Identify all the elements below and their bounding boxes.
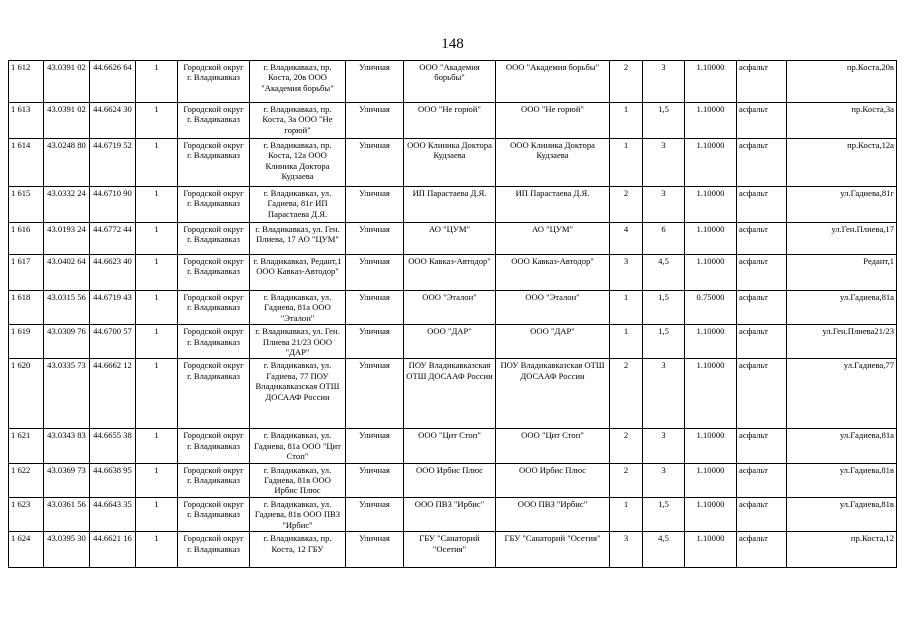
longitude-cell: 44.6621 16 xyxy=(90,532,136,568)
location-cell: ул.Ген.Плиева,17 xyxy=(787,223,897,255)
row-number-cell: 1 615 xyxy=(9,187,44,223)
containers-cell: 2 xyxy=(610,359,643,429)
surface-cell: асфальт xyxy=(737,223,787,255)
owner-cell: ПОУ Владикавказская ОТШ ДОСААФ России xyxy=(404,359,496,429)
table-row xyxy=(9,497,897,531)
district-cell: Городской округ г. Владикавказ xyxy=(178,61,250,103)
area-cell: 1,5 xyxy=(643,103,685,139)
row-number-cell: 1 623 xyxy=(9,497,44,531)
user-cell: ООО Ирбис Плюс xyxy=(496,463,610,497)
volume-cell: 1.10000 xyxy=(685,61,737,103)
user-cell: ООО ПВЗ "Ирбис" xyxy=(496,497,610,531)
user-cell: ПОУ Владикавказская ОТШ ДОСААФ России xyxy=(496,359,610,429)
owner-cell: ООО Клиника Доктора Кудзаева xyxy=(404,139,496,187)
longitude-cell: 44.6624 30 xyxy=(90,103,136,139)
count-cell: 1 xyxy=(136,497,178,531)
location-cell: ул.Гадиева,77 xyxy=(787,359,897,429)
site-type-cell: Уличная xyxy=(346,139,404,187)
location-cell: ул.Гадиева,81в xyxy=(787,497,897,531)
user-cell: АО "ЦУМ" xyxy=(496,223,610,255)
address-cell: г. Владикавказ, Редант,1 ООО Кавказ-Автодор" xyxy=(250,255,346,291)
location-cell: ул.Гадиева,81г xyxy=(787,187,897,223)
surface-cell: асфальт xyxy=(737,359,787,429)
table-row xyxy=(9,61,897,103)
longitude-cell: 44.6655 38 xyxy=(90,429,136,463)
longitude-cell: 44.6719 43 xyxy=(90,291,136,325)
area-cell: 1,5 xyxy=(643,291,685,325)
district-cell: Городской округ г. Владикавказ xyxy=(178,291,250,325)
surface-cell: асфальт xyxy=(737,497,787,531)
volume-cell: 1.10000 xyxy=(685,187,737,223)
volume-cell: 0.75000 xyxy=(685,291,737,325)
containers-cell: 1 xyxy=(610,497,643,531)
table-row xyxy=(9,359,897,429)
volume-cell: 1.10000 xyxy=(685,359,737,429)
address-cell: г. Владикавказ, ул. Гадиева, 77 ПОУ Владикавказская ОТШ ДОСААФ России xyxy=(250,359,346,429)
user-cell: ООО Клиника Доктора Кудзаева xyxy=(496,139,610,187)
table-row xyxy=(9,532,897,568)
count-cell: 1 xyxy=(136,61,178,103)
address-cell: г. Владикавказ, пр. Коста, 20в ООО "Академия борьбы" xyxy=(250,61,346,103)
table-row xyxy=(9,291,897,325)
site-type-cell: Уличная xyxy=(346,359,404,429)
site-type-cell: Уличная xyxy=(346,255,404,291)
location-cell: ул.Гадиева,81а xyxy=(787,429,897,463)
latitude-cell: 43.0309 76 xyxy=(44,325,90,359)
containers-cell: 2 xyxy=(610,429,643,463)
surface-cell: асфальт xyxy=(737,139,787,187)
table-row xyxy=(9,429,897,463)
count-cell: 1 xyxy=(136,187,178,223)
table-row xyxy=(9,103,897,139)
volume-cell: 1.10000 xyxy=(685,532,737,568)
containers-cell: 1 xyxy=(610,139,643,187)
count-cell: 1 xyxy=(136,139,178,187)
address-cell: г. Владикавказ, ул. Гадиева, 81а ООО "Эталон" xyxy=(250,291,346,325)
surface-cell: асфальт xyxy=(737,463,787,497)
area-cell: 3 xyxy=(643,139,685,187)
district-cell: Городской округ г. Владикавказ xyxy=(178,139,250,187)
owner-cell: ИП Парастаева Д.Я. xyxy=(404,187,496,223)
count-cell: 1 xyxy=(136,359,178,429)
count-cell: 1 xyxy=(136,532,178,568)
location-cell: пр.Коста,12а xyxy=(787,139,897,187)
containers-cell: 3 xyxy=(610,255,643,291)
row-number-cell: 1 624 xyxy=(9,532,44,568)
longitude-cell: 44.6700 57 xyxy=(90,325,136,359)
owner-cell: ГБУ "Санаторий "Осетия" xyxy=(404,532,496,568)
location-cell: ул.Ген.Плиева21/23 xyxy=(787,325,897,359)
surface-cell: асфальт xyxy=(737,187,787,223)
site-type-cell: Уличная xyxy=(346,429,404,463)
district-cell: Городской округ г. Владикавказ xyxy=(178,187,250,223)
area-cell: 4,5 xyxy=(643,532,685,568)
area-cell: 6 xyxy=(643,223,685,255)
longitude-cell: 44.6626 64 xyxy=(90,61,136,103)
table-row xyxy=(9,139,897,187)
site-type-cell: Уличная xyxy=(346,291,404,325)
site-type-cell: Уличная xyxy=(346,223,404,255)
table-row xyxy=(9,187,897,223)
area-cell: 3 xyxy=(643,187,685,223)
count-cell: 1 xyxy=(136,103,178,139)
site-type-cell: Уличная xyxy=(346,497,404,531)
table-body xyxy=(9,61,897,568)
surface-cell: асфальт xyxy=(737,291,787,325)
containers-cell: 1 xyxy=(610,325,643,359)
owner-cell: ООО "Академия борьбы" xyxy=(404,61,496,103)
district-cell: Городской округ г. Владикавказ xyxy=(178,532,250,568)
address-cell: г. Владикавказ, ул. Гадиева, 81г ИП Парастаева Д.Я. xyxy=(250,187,346,223)
address-cell: г. Владикавказ, ул. Гадиева, 81в ООО Ирбис Плюс xyxy=(250,463,346,497)
owner-cell: ООО Ирбис Плюс xyxy=(404,463,496,497)
site-type-cell: Уличная xyxy=(346,532,404,568)
district-cell: Городской округ г. Владикавказ xyxy=(178,463,250,497)
count-cell: 1 xyxy=(136,255,178,291)
count-cell: 1 xyxy=(136,223,178,255)
longitude-cell: 44.6719 52 xyxy=(90,139,136,187)
table-row xyxy=(9,223,897,255)
user-cell: ООО "Эталон" xyxy=(496,291,610,325)
row-number-cell: 1 621 xyxy=(9,429,44,463)
site-type-cell: Уличная xyxy=(346,325,404,359)
volume-cell: 1.10000 xyxy=(685,255,737,291)
address-cell: г. Владикавказ, пр. Коста, 3а ООО "Не горюй" xyxy=(250,103,346,139)
row-number-cell: 1 618 xyxy=(9,291,44,325)
area-cell: 3 xyxy=(643,61,685,103)
user-cell: ООО "ДАР" xyxy=(496,325,610,359)
volume-cell: 1.10000 xyxy=(685,223,737,255)
longitude-cell: 44.6638 95 xyxy=(90,463,136,497)
user-cell: ООО "Цит Стоп" xyxy=(496,429,610,463)
address-cell: г. Владикавказ, ул. Гадиева, 81а ООО "Цит Стоп" xyxy=(250,429,346,463)
address-cell: г. Владикавказ, пр. Коста, 12а ООО Клиника Доктора Кудзаева xyxy=(250,139,346,187)
owner-cell: ООО Кавказ-Автодор" xyxy=(404,255,496,291)
location-cell: пр.Коста,3а xyxy=(787,103,897,139)
area-cell: 3 xyxy=(643,463,685,497)
latitude-cell: 43.0315 56 xyxy=(44,291,90,325)
row-number-cell: 1 622 xyxy=(9,463,44,497)
containers-cell: 3 xyxy=(610,532,643,568)
latitude-cell: 43.0402 64 xyxy=(44,255,90,291)
user-cell: ООО "Не горюй" xyxy=(496,103,610,139)
volume-cell: 1.10000 xyxy=(685,325,737,359)
containers-cell: 2 xyxy=(610,61,643,103)
location-cell: ул.Гадиева,81в xyxy=(787,463,897,497)
owner-cell: ООО "Эталон" xyxy=(404,291,496,325)
row-number-cell: 1 620 xyxy=(9,359,44,429)
latitude-cell: 43.0343 83 xyxy=(44,429,90,463)
site-type-cell: Уличная xyxy=(346,187,404,223)
location-cell: пр.Коста,12 xyxy=(787,532,897,568)
volume-cell: 1.10000 xyxy=(685,429,737,463)
address-cell: г. Владикавказ, ул. Ген. Плиева 21/23 ООО "ДАР" xyxy=(250,325,346,359)
district-cell: Городской округ г. Владикавказ xyxy=(178,223,250,255)
longitude-cell: 44.6643 35 xyxy=(90,497,136,531)
area-cell: 3 xyxy=(643,359,685,429)
count-cell: 1 xyxy=(136,291,178,325)
row-number-cell: 1 614 xyxy=(9,139,44,187)
area-cell: 1,5 xyxy=(643,497,685,531)
container-sites-table xyxy=(8,60,897,568)
containers-cell: 2 xyxy=(610,463,643,497)
owner-cell: ООО "Цит Стоп" xyxy=(404,429,496,463)
count-cell: 1 xyxy=(136,463,178,497)
area-cell: 4,5 xyxy=(643,255,685,291)
user-cell: ООО "Академия борьбы" xyxy=(496,61,610,103)
table-row xyxy=(9,325,897,359)
volume-cell: 1.10000 xyxy=(685,497,737,531)
page-number: 148 xyxy=(441,36,464,52)
count-cell: 1 xyxy=(136,325,178,359)
row-number-cell: 1 616 xyxy=(9,223,44,255)
row-number-cell: 1 619 xyxy=(9,325,44,359)
surface-cell: асфальт xyxy=(737,61,787,103)
volume-cell: 1.10000 xyxy=(685,463,737,497)
user-cell: ГБУ "Санаторий "Осетия" xyxy=(496,532,610,568)
district-cell: Городской округ г. Владикавказ xyxy=(178,255,250,291)
longitude-cell: 44.6772 44 xyxy=(90,223,136,255)
owner-cell: ООО ПВЗ "Ирбис" xyxy=(404,497,496,531)
table-row xyxy=(9,255,897,291)
latitude-cell: 43.0248 80 xyxy=(44,139,90,187)
row-number-cell: 1 613 xyxy=(9,103,44,139)
volume-cell: 1.10000 xyxy=(685,103,737,139)
owner-cell: ООО "Не горюй" xyxy=(404,103,496,139)
table-row xyxy=(9,463,897,497)
latitude-cell: 43.0391 02 xyxy=(44,103,90,139)
row-number-cell: 1 617 xyxy=(9,255,44,291)
site-type-cell: Уличная xyxy=(346,463,404,497)
district-cell: Городской округ г. Владикавказ xyxy=(178,497,250,531)
owner-cell: АО "ЦУМ" xyxy=(404,223,496,255)
location-cell: пр.Коста,20в xyxy=(787,61,897,103)
site-type-cell: Уличная xyxy=(346,103,404,139)
address-cell: г. Владикавказ, ул. Ген. Плиева, 17 АО "ЦУМ" xyxy=(250,223,346,255)
latitude-cell: 43.0361 56 xyxy=(44,497,90,531)
volume-cell: 1.10000 xyxy=(685,139,737,187)
owner-cell: ООО "ДАР" xyxy=(404,325,496,359)
latitude-cell: 43.0369 73 xyxy=(44,463,90,497)
latitude-cell: 43.0193 24 xyxy=(44,223,90,255)
district-cell: Городской округ г. Владикавказ xyxy=(178,359,250,429)
site-type-cell: Уличная xyxy=(346,61,404,103)
containers-cell: 4 xyxy=(610,223,643,255)
longitude-cell: 44.6662 12 xyxy=(90,359,136,429)
address-cell: г. Владикавказ, ул. Гадиева, 81в ООО ПВЗ "Ирбис" xyxy=(250,497,346,531)
containers-cell: 2 xyxy=(610,187,643,223)
count-cell: 1 xyxy=(136,429,178,463)
district-cell: Городской округ г. Владикавказ xyxy=(178,429,250,463)
surface-cell: асфальт xyxy=(737,532,787,568)
longitude-cell: 44.6623 40 xyxy=(90,255,136,291)
latitude-cell: 43.0391 02 xyxy=(44,61,90,103)
latitude-cell: 43.0332 24 xyxy=(44,187,90,223)
location-cell: Редант,1 xyxy=(787,255,897,291)
district-cell: Городской округ г. Владикавказ xyxy=(178,325,250,359)
district-cell: Городской округ г. Владикавказ xyxy=(178,103,250,139)
user-cell: ООО Кавказ-Автодор" xyxy=(496,255,610,291)
containers-cell: 1 xyxy=(610,291,643,325)
surface-cell: асфальт xyxy=(737,429,787,463)
containers-cell: 1 xyxy=(610,103,643,139)
surface-cell: асфальт xyxy=(737,325,787,359)
latitude-cell: 43.0335 73 xyxy=(44,359,90,429)
area-cell: 3 xyxy=(643,429,685,463)
latitude-cell: 43.0395 30 xyxy=(44,532,90,568)
row-number-cell: 1 612 xyxy=(9,61,44,103)
surface-cell: асфальт xyxy=(737,103,787,139)
area-cell: 1,5 xyxy=(643,325,685,359)
location-cell: ул.Гадиева,81а xyxy=(787,291,897,325)
surface-cell: асфальт xyxy=(737,255,787,291)
longitude-cell: 44.6710 90 xyxy=(90,187,136,223)
user-cell: ИП Парастаева Д.Я. xyxy=(496,187,610,223)
address-cell: г. Владикавказ, пр. Коста, 12 ГБУ xyxy=(250,532,346,568)
